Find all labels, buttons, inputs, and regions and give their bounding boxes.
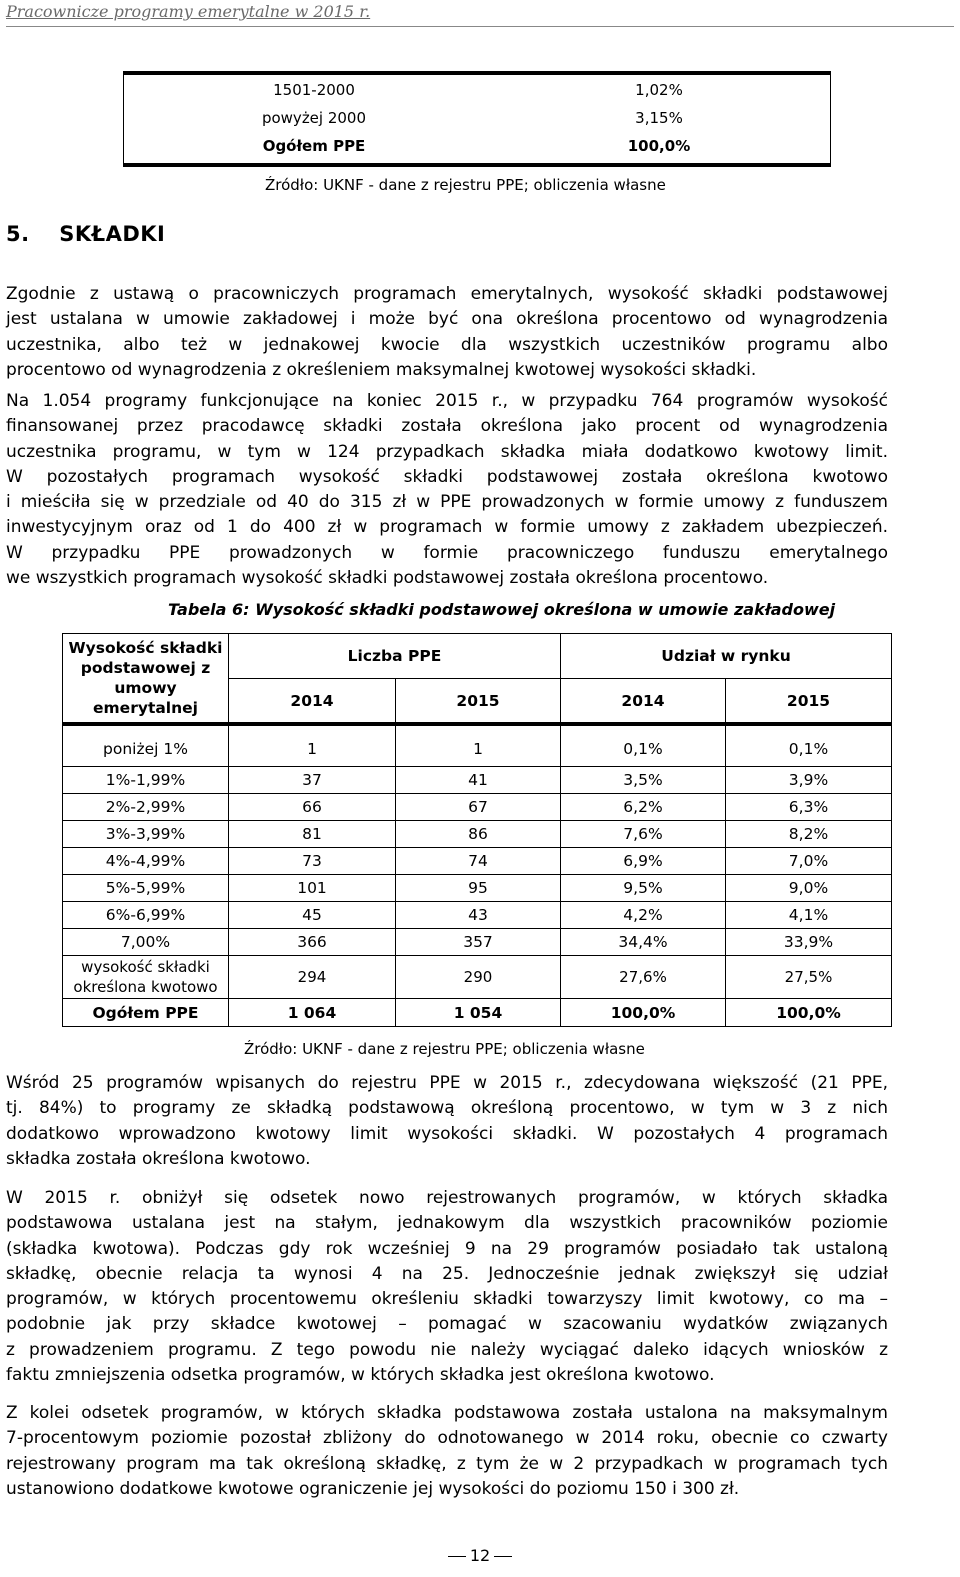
section-title: SKŁADKI <box>59 222 166 246</box>
table-cell: 3,9% <box>726 767 892 794</box>
table-cell: 34,4% <box>561 929 726 956</box>
table-cell: 7,00% <box>63 929 229 956</box>
table-cell: 27,5% <box>726 956 892 999</box>
text-line: tj. 84%) to programy ze składką podstawową określoną procentowo, w tym w 3 z nich <box>6 1098 888 1119</box>
table-cell: 100,0% <box>726 999 892 1027</box>
table-cell: 1 064 <box>229 999 396 1027</box>
table-cell: 4%-4,99% <box>63 848 229 875</box>
page-number <box>440 1546 520 1565</box>
table-cell: 290 <box>396 956 561 999</box>
cell-line: wysokość składki <box>81 958 210 976</box>
table-row <box>63 848 892 875</box>
table-total-row <box>63 999 892 1027</box>
table-cell: 9,0% <box>726 875 892 902</box>
table-cell: 4,2% <box>561 902 726 929</box>
table-cell: 43 <box>396 902 561 929</box>
page-number-value: 12 <box>469 1546 491 1565</box>
table-cell: 1 054 <box>396 999 561 1027</box>
text-line: W 2015 r. obniżył się odsetek nowo rejestrowanych programów, w których składka <box>6 1188 888 1208</box>
paragraph-5 <box>6 1401 888 1502</box>
table-cell: 27,6% <box>561 956 726 999</box>
table-cell: 5%-5,99% <box>63 875 229 902</box>
table-cell: 1 <box>396 724 561 767</box>
paragraph-2 <box>6 389 888 591</box>
year-header: 2014 <box>229 679 396 724</box>
paragraph-4 <box>6 1186 888 1388</box>
text-line: składka została określona kwotowo. <box>6 1148 311 1169</box>
text-line: finansowanej przez pracodawcę składki została określona jako procent od wynagrodzenia <box>6 416 888 437</box>
table-cell: 66 <box>229 794 396 821</box>
top-summary-table <box>123 71 831 167</box>
table-cell: 6,3% <box>726 794 892 821</box>
table-row <box>63 902 892 929</box>
text-line: Na 1.054 programy funkcjonujące na koniec 2015 r., w przypadku 764 programów wysokość <box>6 391 888 411</box>
text-line: ustanowiono dodatkowe kwotowe ograniczenie jej wysokości do poziomu 150 i 300 zł. <box>6 1478 740 1499</box>
cell-line: określona kwotowo <box>73 978 218 996</box>
table-cell: 74 <box>396 848 561 875</box>
table-cell: 3,5% <box>561 767 726 794</box>
text-line: składkę, obecnie relacja ta wynosi 4 na 25. Jednocześnie jednak zwiększył się udział <box>6 1263 888 1284</box>
page-number-dash <box>494 1556 512 1557</box>
text-line: podobnie jak przy składce kwotowej – pomagać w szacowaniu wydatków związanych <box>6 1314 888 1335</box>
table-row <box>63 794 892 821</box>
table-cell: 6,2% <box>561 794 726 821</box>
text-line: procentowo od wynagrodzenia z określeniem maksymalnej kwotowej wysokości składki. <box>6 359 757 380</box>
column-header-contribution: Wysokość składki podstawowej z umowy emerytalnej <box>63 634 229 725</box>
table-cell: 8,2% <box>726 821 892 848</box>
text-line: W przypadku PPE prowadzonych w formie pracowniczego funduszu emerytalnego <box>6 542 888 563</box>
table-cell: 294 <box>229 956 396 999</box>
table-cell: 4,1% <box>726 902 892 929</box>
table-cell: 0,1% <box>726 724 892 767</box>
table-cell: 0,1% <box>561 724 726 767</box>
top-table-source: Źródło: UKNF - dane z rejestru PPE; obliczenia własne <box>265 176 666 194</box>
table-row <box>63 821 892 848</box>
table-cell: 1 <box>229 724 396 767</box>
table-cell: 7,0% <box>726 848 892 875</box>
top-table-row <box>124 105 830 133</box>
table-cell: 45 <box>229 902 396 929</box>
section-number: 5. <box>6 222 30 246</box>
table-source: Źródło: UKNF - dane z rejestru PPE; obliczenia własne <box>244 1040 645 1058</box>
running-header-title: Pracownicze programy emerytalne w 2015 r. <box>6 2 371 21</box>
text-line: we wszystkich programach wysokość składki podstawowej została określona procentowo. <box>6 568 769 589</box>
top-table-row <box>124 77 830 105</box>
table-cell: 86 <box>396 821 561 848</box>
year-header: 2014 <box>561 679 726 724</box>
year-header: 2015 <box>726 679 892 724</box>
table-cell: 1%-1,99% <box>63 767 229 794</box>
text-line: dodatkowo wprowadzono kwotowy limit wysokości składki. W pozostałych 4 programach <box>6 1123 888 1144</box>
table-row <box>63 875 892 902</box>
paragraph-1 <box>6 282 888 383</box>
paragraph-3 <box>6 1071 888 1172</box>
table-cell: 67 <box>396 794 561 821</box>
top-row-range: Ogółem PPE <box>262 137 366 155</box>
text-line: i mieściła się w przedziale od 40 do 315 zł w PPE prowadzonych w formie umowy z funduszem <box>6 492 888 513</box>
table-row-fixed-amount <box>63 956 892 999</box>
table-cell: 101 <box>229 875 396 902</box>
table-cell: 357 <box>396 929 561 956</box>
table-row <box>63 929 892 956</box>
top-row-value: 1,02% <box>635 81 683 99</box>
table-cell: Ogółem PPE <box>63 999 229 1027</box>
column-group-share: Udział w rynku <box>561 634 892 679</box>
text-line: W pozostałych programach wysokość składki podstawowej została określona kwotowo <box>6 466 888 487</box>
table-cell: 6%-6,99% <box>63 902 229 929</box>
table-cell: 81 <box>229 821 396 848</box>
contribution-table <box>62 633 892 1027</box>
table-cell: 2%-2,99% <box>63 794 229 821</box>
text-line: uczestnika programu, w tym w 124 przypadkach składka miała dodatkowo kwotowy limit. <box>6 441 888 462</box>
text-line: programów, w których procentowemu określeniu składki towarzyszy limit kwotowy, co ma – <box>6 1289 888 1310</box>
table-cell: 37 <box>229 767 396 794</box>
text-line: Zgodnie z ustawą o pracowniczych programach emerytalnych, wysokość składki podstawowej <box>6 284 888 304</box>
table-cell: poniżej 1% <box>63 724 229 767</box>
table-caption: Tabela 6: Wysokość składki podstawowej określona w umowie zakładowej <box>168 600 836 619</box>
section-heading <box>6 222 165 246</box>
top-row-value: 3,15% <box>635 109 683 127</box>
text-line: faktu zmniejszenia odsetka programów, w których składka jest określona kwotowo. <box>6 1365 715 1386</box>
top-table-total-row <box>124 133 830 161</box>
top-row-range: 1501-2000 <box>273 81 355 99</box>
text-line: z prowadzeniem programu. Z tego powodu nie należy wyciągać daleko idących wniosków z <box>6 1339 888 1360</box>
table-row <box>63 724 892 767</box>
text-line: Wśród 25 programów wpisanych do rejestru PPE w 2015 r., zdecydowana większość (21 PPE, <box>6 1073 888 1093</box>
text-line: Z kolei odsetek programów, w których składka podstawowa została ustalona na maksymalnym <box>6 1403 888 1423</box>
table-cell: 6,9% <box>561 848 726 875</box>
table-cell: 100,0% <box>561 999 726 1027</box>
column-group-count: Liczba PPE <box>229 634 561 679</box>
text-line: podstawowa ustalana jest na stałym, jednakowym dla wszystkich pracowników poziomie <box>6 1213 888 1234</box>
table-cell: 73 <box>229 848 396 875</box>
text-line: jest ustalana w umowie zakładowej i może być ona określona procentowo od wynagrodzenia <box>6 309 888 330</box>
text-line: (składka kwotowa). Podczas gdy rok wcześniej 9 na 29 programów posiadało tak ustaloną <box>6 1238 888 1259</box>
table-cell <box>63 956 229 999</box>
running-header <box>6 2 954 27</box>
table-cell: 95 <box>396 875 561 902</box>
top-row-value: 100,0% <box>627 137 691 155</box>
top-row-range: powyżej 2000 <box>261 109 367 127</box>
text-line: rejestrowany program ma tak określoną składkę, z tym że w 2 przypadkach w programach tych <box>6 1453 888 1474</box>
table-cell: 33,9% <box>726 929 892 956</box>
table-cell: 366 <box>229 929 396 956</box>
table-cell: 3%-3,99% <box>63 821 229 848</box>
year-header: 2015 <box>396 679 561 724</box>
text-line: uczestnika, albo też w jednakowej kwocie dla wszystkich uczestników programu albo <box>6 334 888 355</box>
text-line: 7-procentowym poziomie pozostał zbliżony do odnotowanego w 2014 roku, obecnie co czwarty <box>6 1428 888 1449</box>
table-cell: 41 <box>396 767 561 794</box>
table-cell: 7,6% <box>561 821 726 848</box>
table-cell: 9,5% <box>561 875 726 902</box>
table-row <box>63 767 892 794</box>
text-line: inwestycyjnym oraz od 1 do 400 zł w programach w formie umowy z zakładem ubezpieczeń. <box>6 517 888 538</box>
table-header-row <box>63 634 892 679</box>
page-number-dash <box>448 1556 466 1557</box>
